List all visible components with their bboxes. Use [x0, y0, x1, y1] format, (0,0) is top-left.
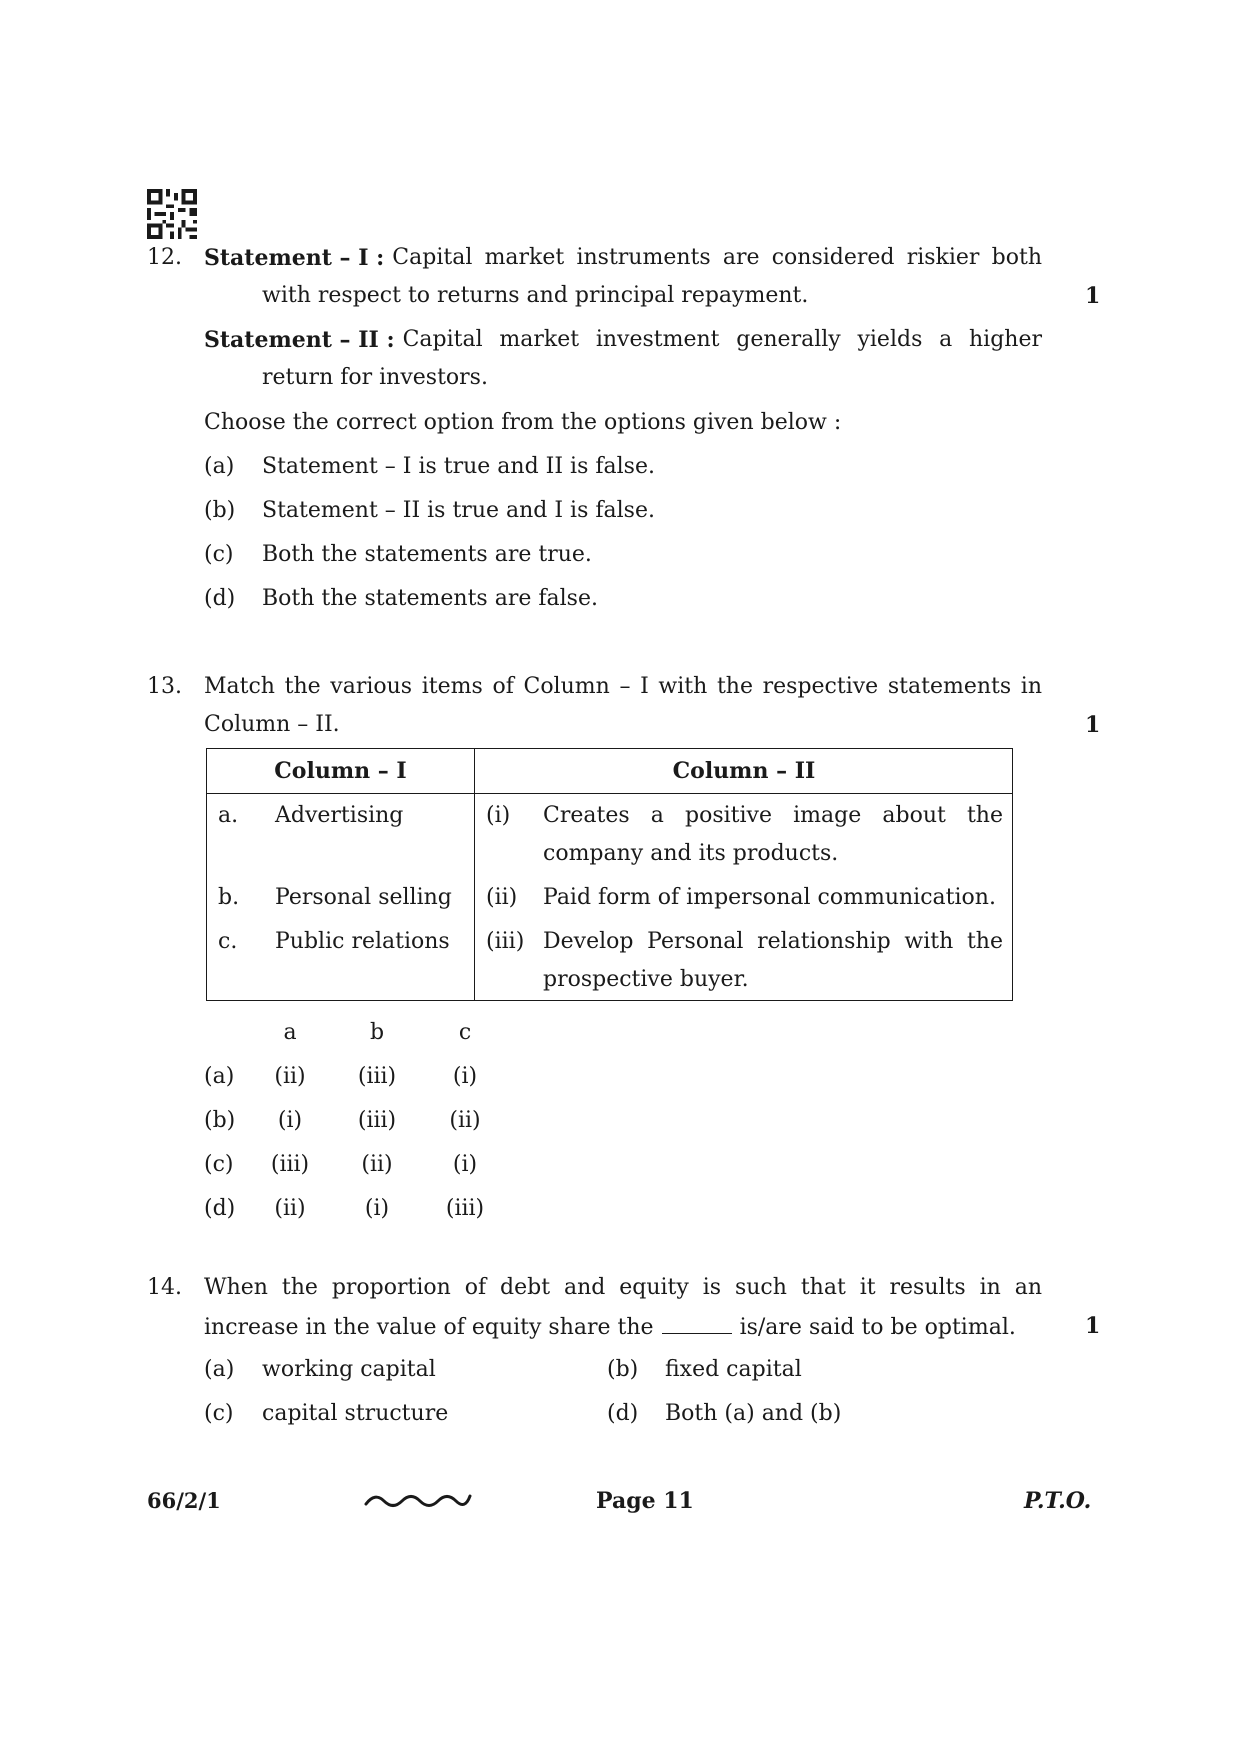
question-number: 13. — [147, 674, 182, 699]
column-1-header: Column – I — [274, 758, 407, 784]
statement-1-line-1 — [204, 247, 1042, 269]
answer-column-b: b — [369, 1020, 385, 1045]
row-key: a. — [218, 803, 239, 828]
table-header-rule — [207, 793, 1012, 794]
option-text: Both (a) and (b) — [665, 1401, 842, 1426]
row-numeral: (i) — [486, 803, 511, 828]
statement-2-text: Capital market investment generally yields a higher — [402, 327, 1042, 352]
wave-ornament-icon — [364, 1490, 472, 1510]
page-number: Page 11 — [596, 1488, 694, 1514]
question-line-1: When the proportion of debt and equity is such that it results in an — [204, 1275, 1042, 1300]
option-text: fixed capital — [665, 1357, 802, 1382]
row-statement-cont: prospective buyer. — [543, 967, 749, 992]
statement-2-label: Statement – II : — [204, 327, 395, 353]
row-statement: Paid form of impersonal communication. — [543, 885, 996, 910]
option-text: capital structure — [262, 1401, 449, 1426]
option-label: (c) — [204, 1401, 234, 1426]
marks: 1 — [1085, 283, 1101, 309]
answer-column-a: a — [283, 1020, 297, 1045]
row-numeral: (iii) — [486, 929, 525, 954]
answer-blank — [662, 1315, 732, 1334]
answer-value: (ii) — [274, 1196, 306, 1221]
answer-value: (i) — [452, 1064, 478, 1089]
question-line-2 — [204, 1315, 1016, 1339]
answer-value: (ii) — [274, 1064, 306, 1089]
option-text: Statement – I is true and II is false. — [262, 454, 655, 479]
option-label: (b) — [607, 1357, 639, 1382]
option-text: working capital — [262, 1357, 436, 1382]
statement-1-label: Statement – I : — [204, 245, 385, 271]
option-label: (d) — [204, 1196, 236, 1221]
question-line-2-start: increase in the value of equity share the — [204, 1315, 654, 1340]
option-label: (a) — [204, 1064, 235, 1089]
answer-value: (i) — [277, 1108, 303, 1133]
row-key: b. — [218, 885, 240, 910]
option-label: (c) — [204, 542, 234, 567]
question-line-2: Column – II. — [204, 712, 340, 737]
table-divider — [474, 749, 475, 1000]
question-line-1: Match the various items of Column – I with the respective statements in — [204, 674, 1042, 699]
option-label: (c) — [204, 1152, 234, 1177]
question-prompt: Choose the correct option from the options given below : — [204, 410, 842, 435]
question-number: 12. — [147, 245, 182, 270]
answer-value: (iii) — [357, 1064, 397, 1089]
answer-value: (i) — [452, 1152, 478, 1177]
row-statement: Creates a positive image about the — [543, 803, 1003, 828]
paper-code: 66/2/1 — [147, 1488, 221, 1513]
column-2-header: Column – II — [672, 758, 816, 784]
row-statement: Develop Personal relationship with the — [543, 929, 1003, 954]
question-number: 14. — [147, 1275, 182, 1300]
answer-value: (ii) — [449, 1108, 481, 1133]
answer-value: (iii) — [270, 1152, 310, 1177]
option-text: Both the statements are true. — [262, 542, 592, 567]
option-label: (b) — [204, 1108, 236, 1133]
question-line-2-end: is/are said to be optimal. — [739, 1315, 1016, 1340]
option-label: (a) — [204, 1357, 235, 1382]
option-text: Both the statements are false. — [262, 586, 598, 611]
answer-column-c: c — [458, 1020, 472, 1045]
row-statement-cont: company and its products. — [543, 841, 839, 866]
statement-2-line-1 — [204, 329, 1042, 351]
statement-2-line-2: return for investors. — [262, 365, 488, 390]
row-numeral: (ii) — [486, 885, 518, 910]
answer-value: (iii) — [445, 1196, 485, 1221]
answer-value: (i) — [364, 1196, 390, 1221]
row-item: Public relations — [275, 929, 450, 954]
option-label: (b) — [204, 498, 236, 523]
row-item: Personal selling — [275, 885, 452, 910]
answer-value: (ii) — [361, 1152, 393, 1177]
qr-code-icon — [146, 189, 198, 239]
option-text: Statement – II is true and I is false. — [262, 498, 655, 523]
statement-1-line-2: with respect to returns and principal repayment. — [262, 283, 809, 308]
marks: 1 — [1085, 712, 1101, 738]
row-item: Advertising — [275, 803, 404, 828]
marks: 1 — [1085, 1313, 1101, 1339]
answer-value: (iii) — [357, 1108, 397, 1133]
statement-1-text: Capital market instruments are considered riskier both — [392, 245, 1042, 270]
match-table — [206, 748, 1013, 1001]
row-key: c. — [218, 929, 238, 954]
option-label: (d) — [204, 586, 236, 611]
option-label: (a) — [204, 454, 235, 479]
option-label: (d) — [607, 1401, 639, 1426]
please-turn-over: P.T.O. — [1024, 1488, 1092, 1514]
